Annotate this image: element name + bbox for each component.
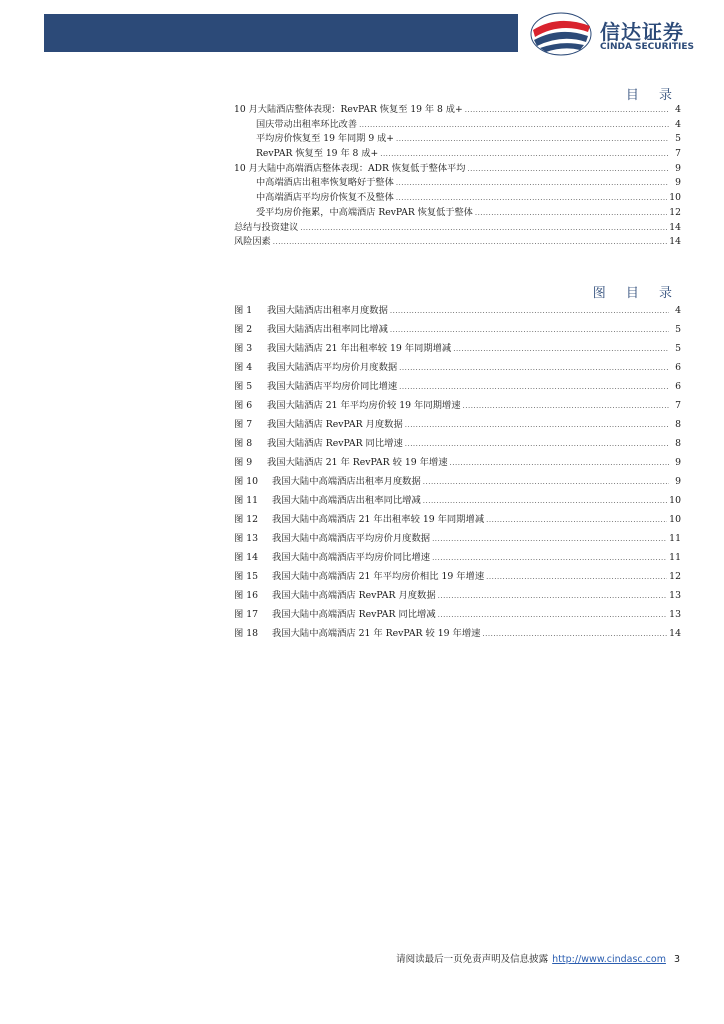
toc-leader-dots	[300, 224, 667, 232]
figure-number: 图 11	[234, 495, 259, 506]
toc-item[interactable]	[234, 204, 681, 219]
toc-item-label: 受平均房价拖累，中高端酒店 RevPAR 恢复低于整体	[256, 206, 473, 218]
toc-item-page: 9	[675, 162, 681, 174]
figure-number: 图 13	[234, 533, 259, 544]
figure-list-item[interactable]	[234, 625, 681, 644]
toc-item-label: 国庆带动出租率环比改善	[256, 118, 358, 130]
toc-leader-dots	[467, 165, 669, 173]
figure-list-item[interactable]	[234, 606, 681, 625]
table-of-contents	[234, 101, 681, 248]
figure-label: 我国大陆酒店 RevPAR 月度数据	[267, 419, 403, 430]
figure-page: 6	[675, 381, 681, 392]
figure-leader-dots	[423, 478, 669, 486]
figure-label: 我国大陆酒店 21 年 RevPAR 较 19 年增速	[267, 457, 448, 468]
figure-page: 7	[675, 400, 681, 411]
figure-page: 13	[669, 609, 681, 620]
figure-label: 我国大陆酒店 21 年平均房价较 19 年同期增速	[267, 400, 461, 411]
figure-list-item[interactable]	[234, 549, 681, 568]
toc-item-page: 4	[675, 118, 681, 130]
toc-item[interactable]	[234, 189, 681, 204]
figure-leader-dots	[486, 573, 667, 581]
toc-item-label: 平均房价恢复至 19 年同期 9 成+	[256, 133, 394, 145]
figure-leader-dots	[438, 611, 668, 619]
figure-leader-dots	[463, 402, 669, 410]
toc-item-label: 中高端酒店平均房价恢复不及整体	[256, 192, 394, 204]
figure-number: 图 17	[234, 609, 259, 620]
figure-page: 11	[669, 552, 681, 563]
figure-label: 我国大陆中高端酒店平均房价同比增速	[272, 552, 431, 563]
figure-number: 图 6	[234, 400, 253, 411]
page-footer	[396, 951, 680, 965]
toc-item-page: 14	[669, 221, 681, 233]
toc-item-page: 12	[669, 206, 681, 218]
figure-number: 图 15	[234, 571, 259, 582]
figure-list-item[interactable]	[234, 492, 681, 511]
figure-label: 我国大陆中高端酒店出租率同比增减	[272, 495, 421, 506]
figure-label: 我国大陆中高端酒店 21 年平均房价相比 19 年增速	[272, 571, 485, 582]
toc-item[interactable]	[234, 174, 681, 189]
figure-number: 图 16	[234, 590, 259, 601]
toc-item-page: 10	[669, 192, 681, 204]
figure-number: 图 12	[234, 514, 259, 525]
figure-page: 8	[675, 438, 681, 449]
figure-leader-dots	[486, 516, 667, 524]
figure-list-item[interactable]	[234, 340, 681, 359]
figure-number: 图 9	[234, 457, 253, 468]
figure-list-item[interactable]	[234, 473, 681, 492]
figure-list-item[interactable]	[234, 454, 681, 473]
toc-title: 目 录	[625, 88, 680, 103]
toc-item[interactable]	[234, 160, 681, 175]
figure-page: 13	[669, 590, 681, 601]
figure-number: 图 5	[234, 381, 253, 392]
toc-item-page: 5	[675, 133, 681, 145]
figure-number: 图 8	[234, 438, 253, 449]
figure-label: 我国大陆酒店 RevPAR 同比增速	[267, 438, 403, 449]
toc-leader-dots	[359, 121, 669, 129]
figure-leader-dots	[399, 364, 669, 372]
figure-list-item[interactable]	[234, 511, 681, 530]
figure-page: 12	[669, 571, 681, 582]
figure-number: 图 10	[234, 476, 259, 487]
figure-page: 10	[669, 495, 681, 506]
cinda-globe-icon	[528, 12, 594, 56]
figure-leader-dots	[405, 421, 669, 429]
figure-page: 5	[675, 343, 681, 354]
figure-page: 4	[675, 305, 681, 316]
figure-label: 我国大陆酒店出租率月度数据	[267, 305, 388, 316]
toc-leader-dots	[273, 238, 668, 246]
header-bar	[44, 14, 518, 52]
toc-item-label: 中高端酒店出租率恢复略好于整体	[256, 177, 394, 189]
figure-label: 我国大陆酒店平均房价同比增速	[267, 381, 398, 392]
figure-page: 9	[675, 457, 681, 468]
toc-item-page: 4	[675, 104, 681, 115]
figure-number: 图 3	[234, 343, 253, 354]
figure-label: 我国大陆中高端酒店 21 年 RevPAR 较 19 年增速	[272, 628, 481, 639]
figure-leader-dots	[390, 307, 669, 315]
figure-number: 图 2	[234, 324, 253, 335]
logo-chinese-name: 信达证券	[600, 20, 684, 44]
figure-list-item[interactable]	[234, 568, 681, 587]
figure-leader-dots	[432, 554, 667, 562]
figure-number: 图 14	[234, 552, 259, 563]
figure-page: 8	[675, 419, 681, 430]
figure-page: 5	[675, 324, 681, 335]
figure-number: 图 1	[234, 305, 253, 316]
figure-leader-dots	[423, 497, 667, 505]
toc-leader-dots	[396, 179, 669, 187]
toc-item-page: 7	[675, 148, 681, 160]
figure-number: 图 4	[234, 362, 253, 373]
toc-item-label: 风险因素	[234, 236, 271, 248]
figure-list-item[interactable]	[234, 321, 681, 340]
footer-website-link[interactable]: http://www.cindasc.com	[552, 954, 666, 965]
figure-leader-dots	[453, 345, 669, 353]
toc-leader-dots	[396, 194, 667, 202]
logo-english-name: CINDA SECURITIES	[600, 42, 694, 52]
figure-number: 图 18	[234, 628, 259, 639]
figure-label: 我国大陆酒店平均房价月度数据	[267, 362, 398, 373]
figure-list-item[interactable]	[234, 302, 681, 321]
toc-item-label: 总结与投资建议	[234, 221, 299, 233]
figure-list-item[interactable]	[234, 587, 681, 606]
toc-item-label: 10 月大陆酒店整体表现：RevPAR 恢复至 19 年 8 成+	[234, 104, 463, 115]
figure-leader-dots	[390, 326, 669, 334]
figure-page: 10	[669, 514, 681, 525]
figure-page: 6	[675, 362, 681, 373]
toc-leader-dots	[396, 135, 669, 143]
figure-label: 我国大陆酒店出租率同比增减	[267, 324, 388, 335]
figure-list-item[interactable]	[234, 378, 681, 397]
toc-item[interactable]	[234, 145, 681, 160]
figure-list-item[interactable]	[234, 435, 681, 454]
cinda-logo	[528, 12, 708, 56]
toc-item-page: 9	[675, 177, 681, 189]
toc-item-page: 14	[669, 236, 681, 248]
figure-leader-dots	[438, 592, 668, 600]
toc-item-label: 10 月大陆中高端酒店整体表现：ADR 恢复低于整体平均	[234, 162, 466, 174]
figure-list-item[interactable]	[234, 397, 681, 416]
footer-page-number: 3	[673, 954, 680, 965]
figure-label: 我国大陆中高端酒店出租率月度数据	[272, 476, 421, 487]
figure-page: 14	[669, 628, 681, 639]
figure-list-title: 图 目 录	[592, 286, 680, 301]
figure-leader-dots	[399, 383, 669, 391]
figure-number: 图 7	[234, 419, 253, 430]
figure-list-item[interactable]	[234, 416, 681, 435]
toc-leader-dots	[465, 106, 669, 114]
figure-label: 我国大陆中高端酒店平均房价月度数据	[272, 533, 431, 544]
toc-item[interactable]	[234, 233, 681, 248]
figure-list-item[interactable]	[234, 530, 681, 549]
figure-page: 9	[675, 476, 681, 487]
figure-page: 11	[669, 533, 681, 544]
figure-label: 我国大陆中高端酒店 21 年出租率较 19 年同期增减	[272, 514, 485, 525]
toc-item[interactable]	[234, 130, 681, 145]
figure-list-item[interactable]	[234, 359, 681, 378]
figure-leader-dots	[450, 459, 669, 467]
toc-item[interactable]	[234, 219, 681, 234]
figure-leader-dots	[432, 535, 667, 543]
toc-item-label: RevPAR 恢复至 19 年 8 成+	[256, 148, 379, 160]
figure-label: 我国大陆酒店 21 年出租率较 19 年同期增减	[267, 343, 452, 354]
toc-item[interactable]	[234, 101, 681, 116]
figure-leader-dots	[405, 440, 669, 448]
figure-label: 我国大陆中高端酒店 RevPAR 同比增减	[272, 609, 436, 620]
figure-list	[234, 302, 681, 644]
toc-item[interactable]	[234, 116, 681, 131]
figure-label: 我国大陆中高端酒店 RevPAR 月度数据	[272, 590, 436, 601]
footer-disclaimer: 请阅读最后一页免责声明及信息披露	[396, 954, 549, 965]
toc-leader-dots	[475, 209, 667, 217]
toc-leader-dots	[380, 150, 669, 158]
figure-leader-dots	[482, 630, 667, 638]
